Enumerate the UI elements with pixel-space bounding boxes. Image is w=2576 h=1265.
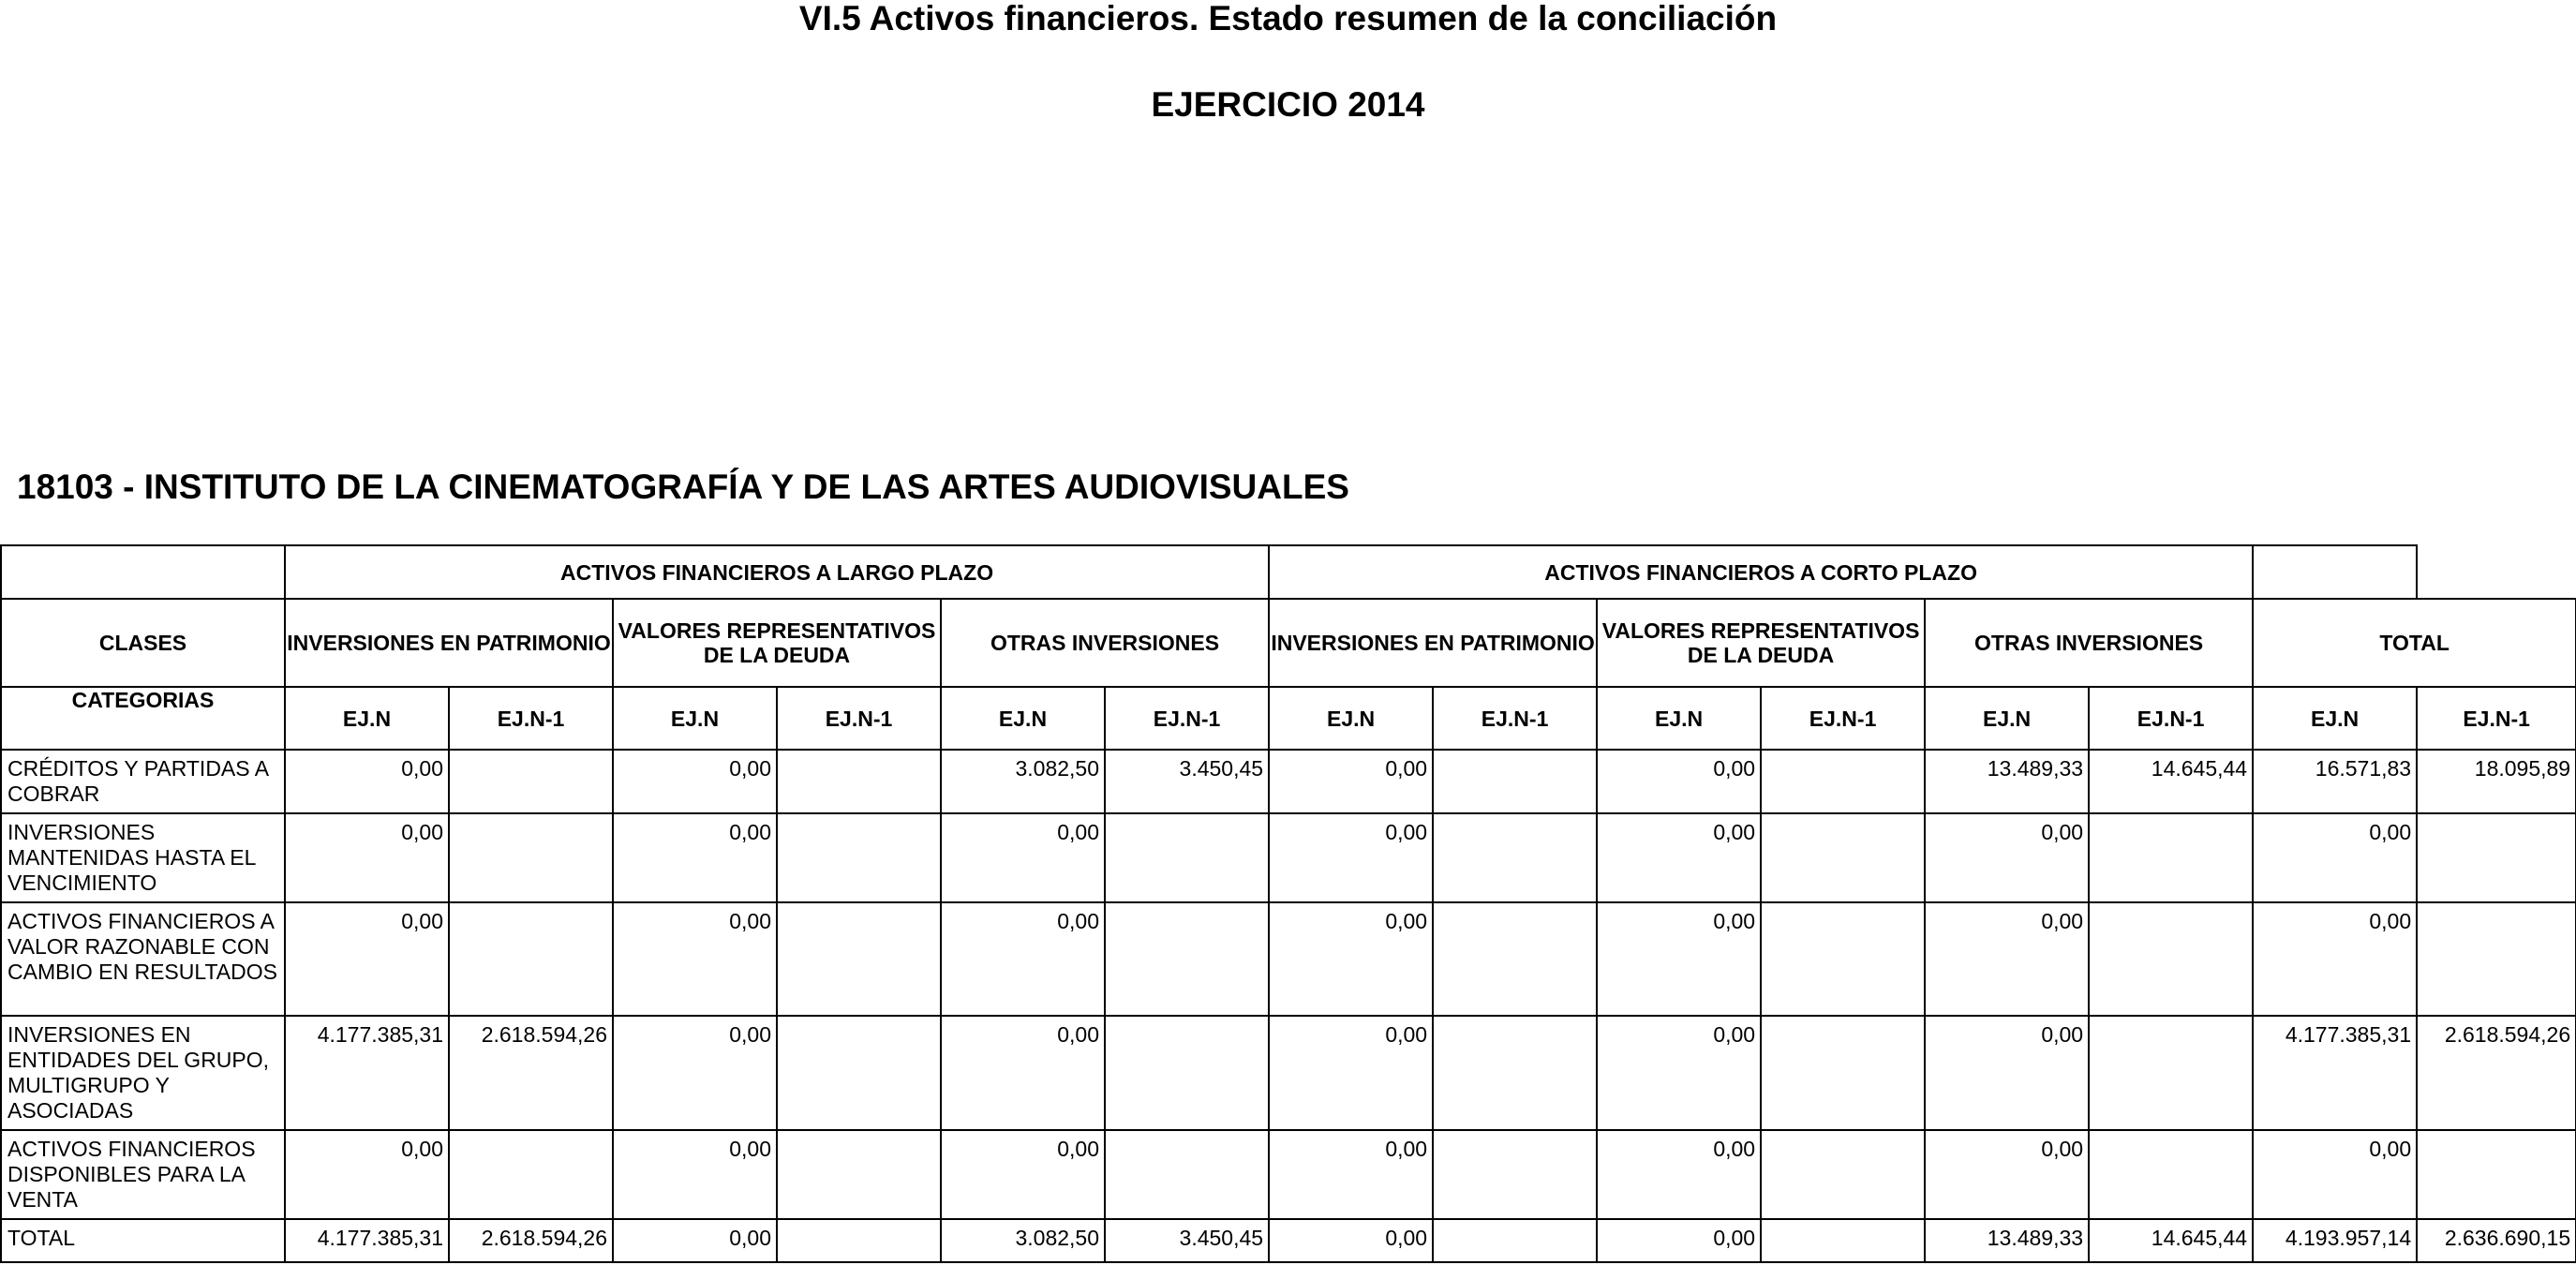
class-header-lp-otras: OTRAS INVERSIONES (941, 599, 1269, 687)
total-row (1, 1219, 2576, 1262)
value-cell (1105, 1130, 1269, 1219)
value-cell: 4.177.385,31 (285, 1016, 449, 1130)
value-cell (2089, 1016, 2253, 1130)
value-cell (1761, 902, 1925, 1016)
reconciliation-table (0, 544, 2576, 1263)
value-cell: 0,00 (941, 813, 1105, 902)
value-cell (449, 902, 613, 1016)
categorias-header: CATEGORIAS (1, 687, 285, 750)
row-label: TOTAL (1, 1219, 285, 1262)
value-cell: 0,00 (1597, 902, 1761, 1016)
value-cell: 0,00 (1597, 813, 1761, 902)
value-cell: 0,00 (285, 902, 449, 1016)
value-cell: 0,00 (1925, 1016, 2089, 1130)
value-cell: 14.645,44 (2089, 1219, 2253, 1262)
value-cell: 0,00 (1269, 902, 1433, 1016)
year-header: EJ.N-1 (449, 687, 613, 750)
value-cell (1433, 902, 1597, 1016)
value-cell: 0,00 (1925, 1130, 2089, 1219)
year-header: EJ.N-1 (2417, 687, 2576, 750)
value-cell: 0,00 (941, 1016, 1105, 1130)
year-header: EJ.N (613, 687, 777, 750)
long-term-assets-header: ACTIVOS FINANCIEROS A LARGO PLAZO (285, 545, 1269, 599)
value-cell: 14.645,44 (2089, 750, 2253, 813)
row-label: CRÉDITOS Y PARTIDAS A COBRAR (1, 750, 285, 813)
table-row (1, 750, 2576, 813)
value-cell: 0,00 (1269, 1016, 1433, 1130)
value-cell: 4.177.385,31 (2253, 1016, 2417, 1130)
value-cell (2417, 813, 2576, 902)
value-cell: 0,00 (1269, 1130, 1433, 1219)
value-cell (777, 750, 941, 813)
page-title: VI.5 Activos financieros. Estado resumen de la conciliación (798, 0, 1778, 37)
entity-title: 18103 - INSTITUTO DE LA CINEMATOGRAFÍA Y DE LAS ARTES AUDIOVISUALES (17, 468, 1349, 506)
empty-header-cell (1, 545, 285, 599)
value-cell (1761, 750, 1925, 813)
table-row (1, 1130, 2576, 1219)
value-cell (449, 813, 613, 902)
table-row (1, 1016, 2576, 1130)
value-cell (777, 1130, 941, 1219)
value-cell (1105, 902, 1269, 1016)
value-cell (2089, 813, 2253, 902)
year-header: EJ.N-1 (1433, 687, 1597, 750)
value-cell (777, 1016, 941, 1130)
value-cell: 2.618.594,26 (449, 1219, 613, 1262)
value-cell (2089, 1130, 2253, 1219)
class-header-row (1, 599, 2576, 687)
value-cell: 0,00 (613, 1016, 777, 1130)
value-cell: 0,00 (613, 902, 777, 1016)
row-label: ACTIVOS FINANCIEROS DISPONIBLES PARA LA VENTA (1, 1130, 285, 1219)
value-cell: 0,00 (2253, 902, 2417, 1016)
value-cell: 0,00 (1925, 902, 2089, 1016)
value-cell (1761, 1016, 1925, 1130)
value-cell: 0,00 (1597, 1219, 1761, 1262)
value-cell: 3.082,50 (941, 750, 1105, 813)
class-header-cp-deuda: VALORES REPRESENTATIVOS DE LA DEUDA (1597, 599, 1925, 687)
value-cell: 0,00 (1597, 1016, 1761, 1130)
value-cell: 3.450,45 (1105, 750, 1269, 813)
value-cell (777, 902, 941, 1016)
year-header: EJ.N-1 (777, 687, 941, 750)
value-cell: 0,00 (941, 1130, 1105, 1219)
value-cell: 4.177.385,31 (285, 1219, 449, 1262)
group-header-row (1, 545, 2576, 599)
value-cell: 0,00 (285, 750, 449, 813)
value-cell (1761, 1130, 1925, 1219)
value-cell (2089, 902, 2253, 1016)
value-cell: 0,00 (1269, 1219, 1433, 1262)
fiscal-year-title: EJERCICIO 2014 (1151, 85, 1425, 124)
year-header: EJ.N (1597, 687, 1761, 750)
value-cell: 0,00 (1597, 750, 1761, 813)
year-header: EJ.N-1 (1761, 687, 1925, 750)
clases-header: CLASES (1, 599, 285, 687)
value-cell (777, 1219, 941, 1262)
value-cell: 16.571,83 (2253, 750, 2417, 813)
table-row (1, 813, 2576, 902)
value-cell: 13.489,33 (1925, 750, 2089, 813)
value-cell (1433, 813, 1597, 902)
value-cell: 0,00 (1269, 813, 1433, 902)
value-cell: 2.618.594,26 (2417, 1016, 2576, 1130)
value-cell: 3.450,45 (1105, 1219, 1269, 1262)
class-header-cp-otras: OTRAS INVERSIONES (1925, 599, 2253, 687)
year-header: EJ.N-1 (1105, 687, 1269, 750)
value-cell: 0,00 (1597, 1130, 1761, 1219)
year-header: EJ.N-1 (2089, 687, 2253, 750)
year-header: EJ.N (941, 687, 1105, 750)
value-cell (1105, 813, 1269, 902)
value-cell (1761, 1219, 1925, 1262)
year-header: EJ.N (2253, 687, 2417, 750)
value-cell (449, 750, 613, 813)
value-cell (777, 813, 941, 902)
year-header-row (1, 687, 2576, 750)
value-cell (1761, 813, 1925, 902)
table-row (1, 902, 2576, 1016)
class-header-lp-patrimonio: INVERSIONES EN PATRIMONIO (285, 599, 613, 687)
value-cell: 4.193.957,14 (2253, 1219, 2417, 1262)
value-cell: 0,00 (1925, 813, 2089, 902)
value-cell (2417, 902, 2576, 1016)
value-cell (449, 1130, 613, 1219)
value-cell: 18.095,89 (2417, 750, 2576, 813)
value-cell (1433, 750, 1597, 813)
value-cell: 13.489,33 (1925, 1219, 2089, 1262)
value-cell: 3.082,50 (941, 1219, 1105, 1262)
class-header-total: TOTAL (2253, 599, 2576, 687)
value-cell: 2.636.690,15 (2417, 1219, 2576, 1262)
value-cell: 0,00 (285, 1130, 449, 1219)
value-cell: 0,00 (941, 902, 1105, 1016)
row-label: INVERSIONES EN ENTIDADES DEL GRUPO, MULTIGRUPO Y ASOCIADAS (1, 1016, 285, 1130)
value-cell: 0,00 (285, 813, 449, 902)
row-label: ACTIVOS FINANCIEROS A VALOR RAZONABLE CON CAMBIO EN RESULTADOS (1, 902, 285, 1016)
year-header: EJ.N (1925, 687, 2089, 750)
year-header: EJ.N (285, 687, 449, 750)
value-cell: 0,00 (613, 813, 777, 902)
row-label: INVERSIONES MANTENIDAS HASTA EL VENCIMIENTO (1, 813, 285, 902)
value-cell: 0,00 (2253, 1130, 2417, 1219)
value-cell (2417, 1130, 2576, 1219)
value-cell (1433, 1130, 1597, 1219)
class-header-cp-patrimonio: INVERSIONES EN PATRIMONIO (1269, 599, 1597, 687)
empty-header-cell (2253, 545, 2417, 599)
value-cell (1105, 1016, 1269, 1130)
value-cell: 2.618.594,26 (449, 1016, 613, 1130)
class-header-lp-deuda: VALORES REPRESENTATIVOS DE LA DEUDA (613, 599, 941, 687)
value-cell: 0,00 (613, 1219, 777, 1262)
short-term-assets-header: ACTIVOS FINANCIEROS A CORTO PLAZO (1269, 545, 2253, 599)
value-cell: 0,00 (1269, 750, 1433, 813)
value-cell: 0,00 (613, 750, 777, 813)
year-header: EJ.N (1269, 687, 1433, 750)
value-cell (1433, 1016, 1597, 1130)
value-cell: 0,00 (613, 1130, 777, 1219)
value-cell: 0,00 (2253, 813, 2417, 902)
value-cell (1433, 1219, 1597, 1262)
